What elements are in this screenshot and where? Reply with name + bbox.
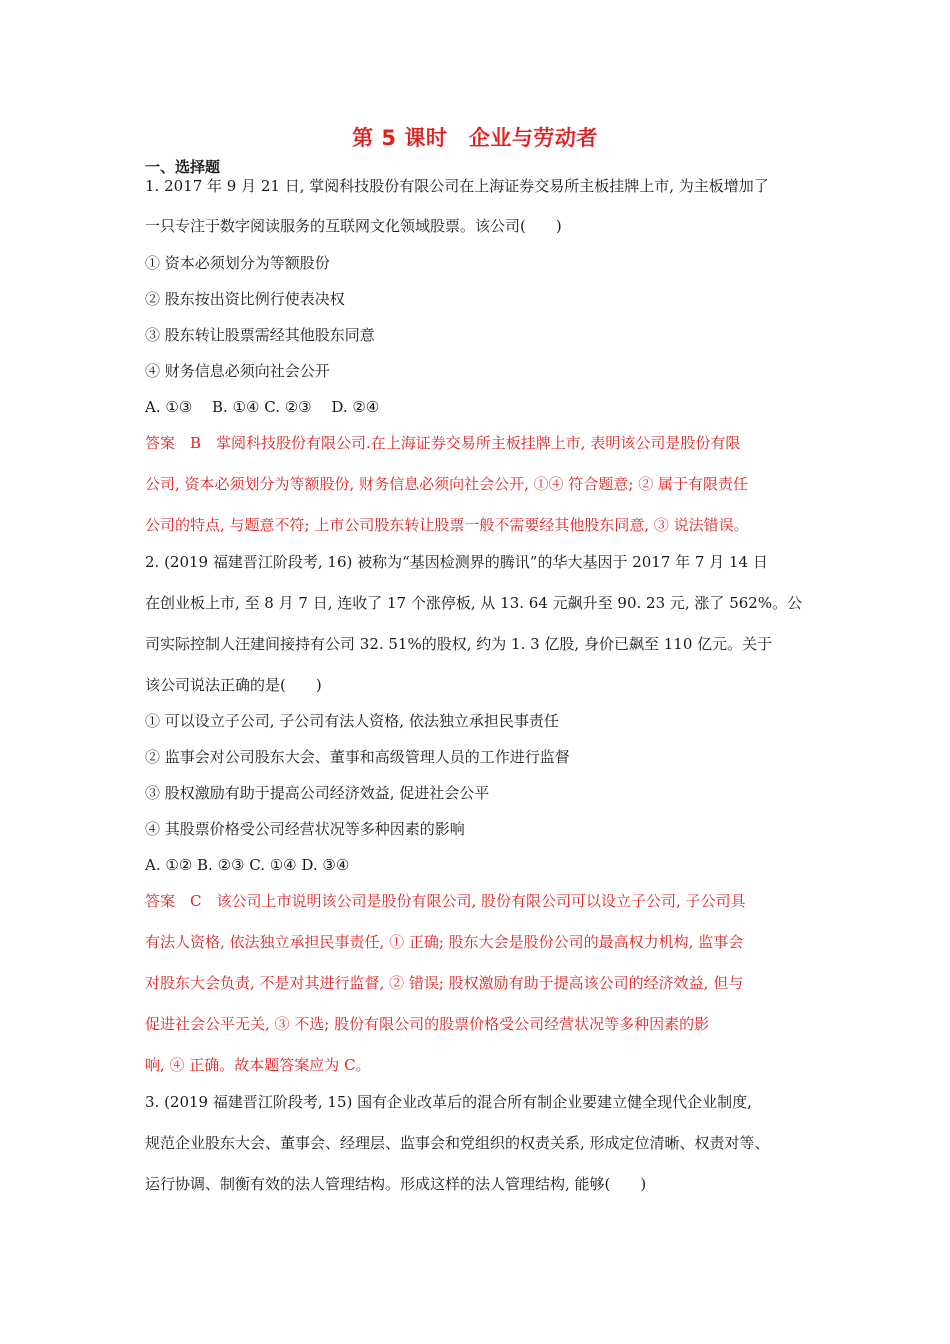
text-line: 公司, 资本必须划分为等额股份, 财务信息必须向社会公开, ①④ 符合题意; ② 属于有限责任: [145, 475, 748, 493]
text-line: 答案 B 掌阅科技股份有限公司.在上海证券交易所主板挂牌上市, 表明该公司是股份有限: [145, 434, 741, 452]
text-line: 有法人资格, 依法独立承担民事责任, ① 正确; 股东大会是股份公司的最高权力机构, 监事会: [145, 933, 744, 951]
text-line: A. ①③ B. ①④ C. ②③ D. ②④: [145, 398, 380, 416]
text-line: ④ 财务信息必须向社会公开: [145, 362, 330, 380]
page-title: 第 5 课时 企业与劳动者: [352, 126, 598, 150]
text-line: 规范企业股东大会、董事会、经理层、监事会和党组织的权责关系, 形成定位清晰、权责对等、: [145, 1134, 770, 1152]
text-line: 运行协调、制衡有效的法人管理结构。形成这样的法人管理结构, 能够( ): [145, 1175, 647, 1193]
text-line: 对股东大会负责, 不是对其进行监督, ② 错误; 股权激励有助于提高该公司的经济效益, 但与: [145, 974, 744, 992]
text-line: 促进社会公平无关, ③ 不选; 股份有限公司的股票价格受公司经营状况等多种因素的影: [145, 1015, 710, 1033]
text-line: 该公司说法正确的是( ): [145, 676, 322, 694]
section-heading: 一、选择题: [145, 158, 221, 176]
text-line: ① 可以设立子公司, 子公司有法人资格, 依法独立承担民事责任: [145, 712, 559, 730]
text-line: 1. 2017 年 9 月 21 日, 掌阅科技股份有限公司在上海证券交易所主板挂牌上市, 为主板增加了: [145, 177, 769, 195]
text-line: ③ 股权激励有助于提高公司经济效益, 促进社会公平: [145, 784, 490, 802]
text-line: 一只专注于数字阅读服务的互联网文化领域股票。该公司( ): [145, 217, 562, 235]
text-line: 3. (2019 福建晋江阶段考, 15) 国有企业改革后的混合所有制企业要建立健全现代企业制度,: [145, 1093, 752, 1111]
text-line: ④ 其股票价格受公司经营状况等多种因素的影响: [145, 820, 465, 838]
text-line: 2. (2019 福建晋江阶段考, 16) 被称为“基因检测界的腾讯”的华大基因于 2017 年 7 月 14 日: [145, 553, 768, 571]
text-line: 在创业板上市, 至 8 月 7 日, 连收了 17 个涨停板, 从 13. 64 元飙升至 90. 23 元, 涨了 562%。公: [145, 594, 803, 612]
text-line: ③ 股东转让股票需经其他股东同意: [145, 326, 375, 344]
text-line: 响, ④ 正确。故本题答案应为 C。: [145, 1056, 371, 1074]
text-line: ② 股东按出资比例行使表决权: [145, 290, 345, 308]
text-line: ② 监事会对公司股东大会、董事和高级管理人员的工作进行监督: [145, 748, 570, 766]
text-line: 答案 C 该公司上市说明该公司是股份有限公司, 股份有限公司可以设立子公司, 子公司具: [145, 892, 746, 910]
text-line: 公司的特点, 与题意不符; 上市公司股东转让股票一般不需要经其他股东同意, ③ 说法错误。: [145, 516, 749, 534]
text-line: ① 资本必须划分为等额股份: [145, 254, 330, 272]
text-line: A. ①② B. ②③ C. ①④ D. ③④: [145, 856, 350, 874]
text-line: 司实际控制人汪建间接持有公司 32. 51%的股权, 约为 1. 3 亿股, 身价已飙至 110 亿元。关于: [145, 635, 773, 653]
